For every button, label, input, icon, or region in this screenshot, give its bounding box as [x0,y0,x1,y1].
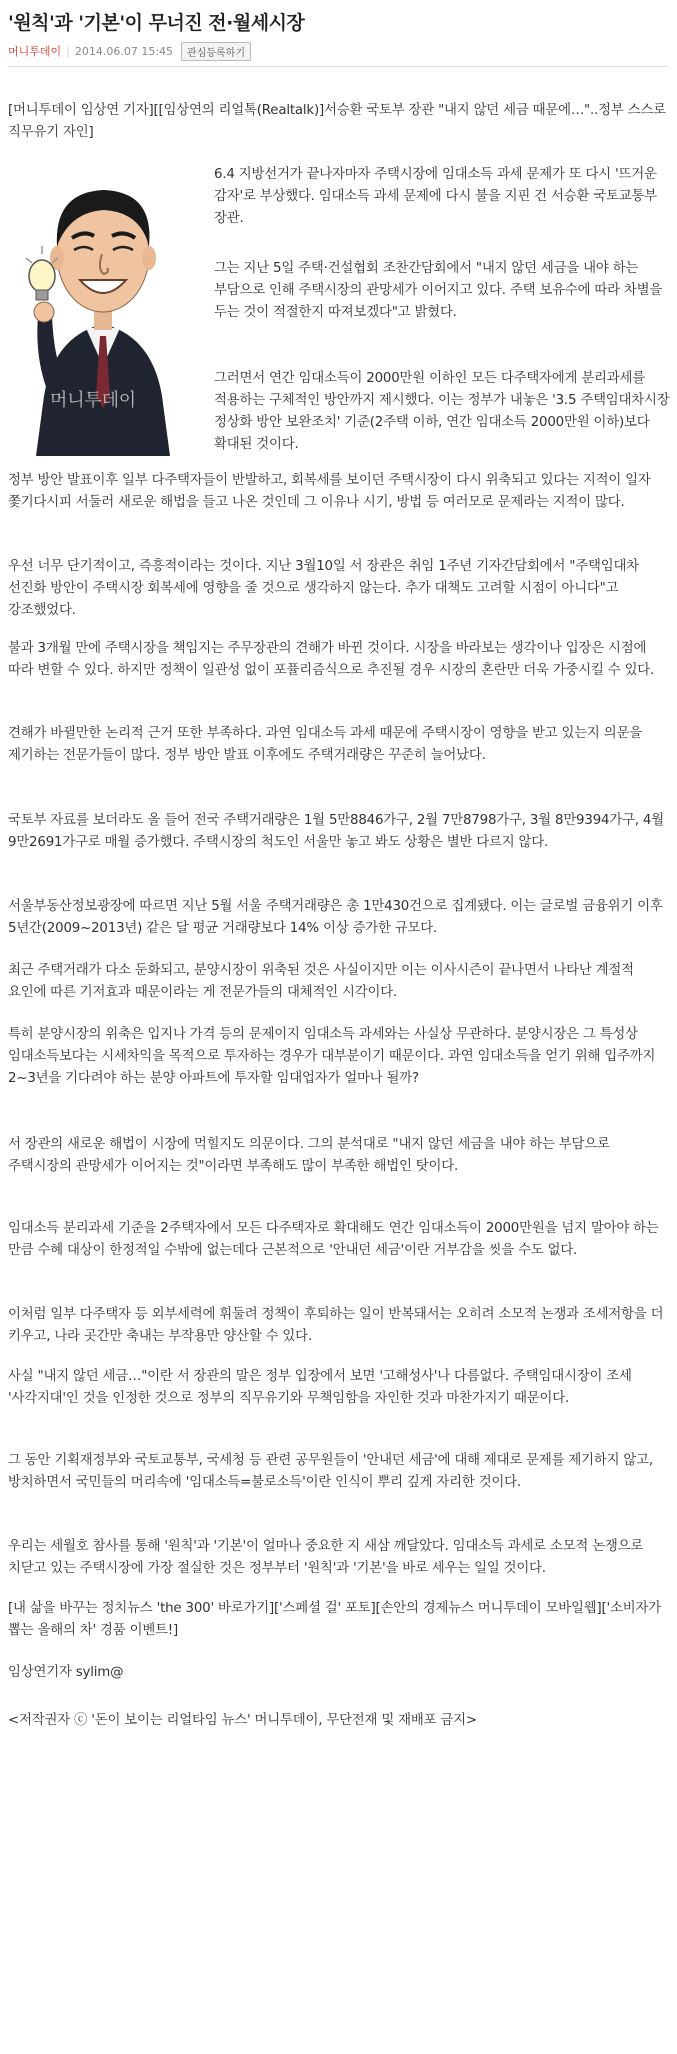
caricature-image [14,166,192,456]
image-watermark: 머니투데이 [50,390,136,410]
paragraph: 사실 "내지 않던 세금…"이란 서 장관의 말은 정부 입장에서 보면 '고해성사'나 다름없다. 주택임대시장이 조세 '사각지대'인 것을 인정한 것으로 정부의 직무유기와 무책임함을 자인한 것과 마찬가지기 때문이다. [8,1369,632,1406]
paragraph: 서울부동산정보광장에 따르면 지난 5월 서울 주택거래량은 총 1만430건으로 집계됐다. 이는 글로벌 금융위기 이후 5년간(2009~2013년) 같은 달 평균 거래량보다 14% 이상 증가한 규모다. [8,899,663,936]
article-lead: [머니투데이 임상연 기자][[임상연의 리얼톡(Realtalk)]서승환 국토부 장관 "내지 않던 세금 때문에…"..정부 스스로 직무유기 자인] [8,103,666,140]
header-divider [8,66,668,67]
paragraph: 그러면서 연간 임대소득이 2000만원 이하인 모든 다주택자에게 분리과세를 적용하는 구체적인 방안까지 제시했다. 이는 정부가 내놓은 '3.5 주택임대차시장 정상화 방안 보완조치' 기준(2주택 이하, 연간 임대소득 2000만원 이하)보다 확대된 것이다. [214,371,670,452]
paragraph: 6.4 지방선거가 끝나자마자 주택시장에 임대소득 과세 문제가 또 다시 '뜨거운 감자'로 부상했다. 임대소득 과세 문제에 다시 불을 지핀 건 서승환 국토교통부 장관. [214,167,657,226]
publish-datetime: 2014.06.07 15:45 [74,44,174,58]
paragraph: 서 장관의 새로운 해법이 시장에 먹힐지도 의문이다. 그의 분석대로 "내지 않던 세금을 내야 하는 부담으로 주택시장의 관망세가 이어지는 것"이라면 부족해도 많이 부족한 해법인 탓이다. [8,1137,610,1174]
columnist-caricature [14,166,192,456]
bookmark-button[interactable]: 관심등록하기 [181,42,251,61]
paragraph: 특히 분양시장의 위축은 입지나 가격 등의 문제이지 임대소득 과세와는 사실상 무관하다. 분양시장은 그 특성상 임대소득보다는 시세차익을 목적으로 투자하는 경우가 대부분이기 때문이다. 과연 임대소득을 얻기 위해 입주까지 2~3년을 기다려야 하는 분양 아파트에 투자할 임대업자가 얼마나 될까? [8,1027,656,1086]
paragraph: 그는 지난 5일 주택·건설협회 조찬간담회에서 "내지 않던 세금을 내야 하는 부담으로 인해 주택시장의 관망세가 이어지고 있다. 주택 보유수에 따라 차별을 두는 것이 적절한지 따져보겠다"고 밝혔다. [214,261,663,320]
article-title: '원칙'과 '기본'이 무너진 전·월세시장 [8,12,305,34]
byline: 임상연기자 sylim@ [8,1665,124,1680]
paragraph: 그 동안 기획재정부와 국토교통부, 국세청 등 관련 공무원들이 '안내던 세금'에 대해 제대로 문제를 제기하지 않고, 방치하면서 국민들의 머리속에 '임대소득=불로소득'이란 인식이 뿌리 깊게 자리한 것이다. [8,1453,653,1490]
paragraph: 이처럼 일부 다주택자 등 외부세력에 휘둘려 정책이 후퇴하는 일이 반복돼서는 오히려 소모적 논쟁과 조세저항을 더 키우고, 나라 곳간만 축내는 부작용만 양산할 수 있다. [8,1307,664,1344]
paragraph: 우리는 세월호 참사를 통해 '원칙'과 '기본'이 얼마나 중요한 지 새삼 깨달았다. 임대소득 과세로 소모적 논쟁으로 치닫고 있는 주택시장에 가장 절실한 것은 정부부터 '원칙'과 '기본'을 바로 세우는 일일 것이다. [8,1539,644,1576]
promo-links[interactable]: [내 삶을 바꾸는 정치뉴스 'the 300' 바로가기]['스페셜 걸' 포토][손안의 경제뉴스 머니투데이 모바일웹]['소비자가 뽑는 올해의 차' 경품 이벤트!] [8,1601,661,1638]
paragraph: 최근 주택거래가 다소 둔화되고, 분양시장이 위축된 것은 사실이지만 이는 이사시즌이 끝나면서 나타난 계절적 요인에 따른 기저효과 때문이라는 게 전문가들의 대체적인 시각이다. [8,963,634,1000]
paragraph: 임대소득 분리과세 기준을 2주택자에서 모든 다주택자로 확대해도 연간 임대소득이 2000만원을 넘지 말아야 하는 만큼 수혜 대상이 한정적일 수밖에 없는데다 근본적으로 '안내던 세금'이란 거부감을 씻을 수도 없다. [8,1221,659,1258]
copyright-notice: <저작권자 ⓒ '돈이 보이는 리얼타임 뉴스' 머니투데이, 무단전재 및 재배포 금지> [8,1713,477,1728]
source-name[interactable]: 머니투데이 [8,45,62,58]
article-meta [8,42,251,60]
paragraph: 우선 너무 단기적이고, 즉흥적이라는 것이다. 지난 3월10일 서 장관은 취임 1주년 기자간담회에서 "주택임대차 선진화 방안이 주택시장 회복세에 영향을 줄 것으로 생각하지 않는다. 추가 대책도 고려할 시점이 아니다"고 강조했었다. [8,559,639,618]
paragraph: 국토부 자료를 보더라도 올 들어 전국 주택거래량은 1월 5만8846가구, 2월 7만8798가구, 3월 8만9394가구, 4월 9만2691가구로 매월 증가했다. 주택시장의 척도인 서울만 놓고 봐도 상황은 별반 다르지 않다. [8,813,664,850]
paragraph: 견해가 바뀔만한 논리적 근거 또한 부족하다. 과연 임대소득 과세 때문에 주택시장이 영향을 받고 있는지 의문을 제기하는 전문가들이 많다. 정부 방안 발표 이후에도 주택거래량은 꾸준히 늘어났다. [8,726,642,763]
paragraph: 불과 3개월 만에 주택시장을 책임지는 주무장관의 견해가 바뀐 것이다. 시장을 바라보는 생각이나 입장은 시점에 따라 변할 수 있다. 하지만 정책이 일관성 없이 포퓰리즘식으로 추진될 경우 시장의 혼란만 더욱 가중시킬 수 있다. [8,641,655,678]
meta-divider: | [66,44,70,58]
paragraph: 정부 방안 발표이후 일부 다주택자들이 반발하고, 회복세를 보이던 주택시장이 다시 위축되고 있다는 지적이 일자 쫓기다시피 서둘러 새로운 해법을 들고 나온 것인데 그 이유나 시기, 방법 등 여러모로 문제라는 지적이 많다. [8,473,651,510]
